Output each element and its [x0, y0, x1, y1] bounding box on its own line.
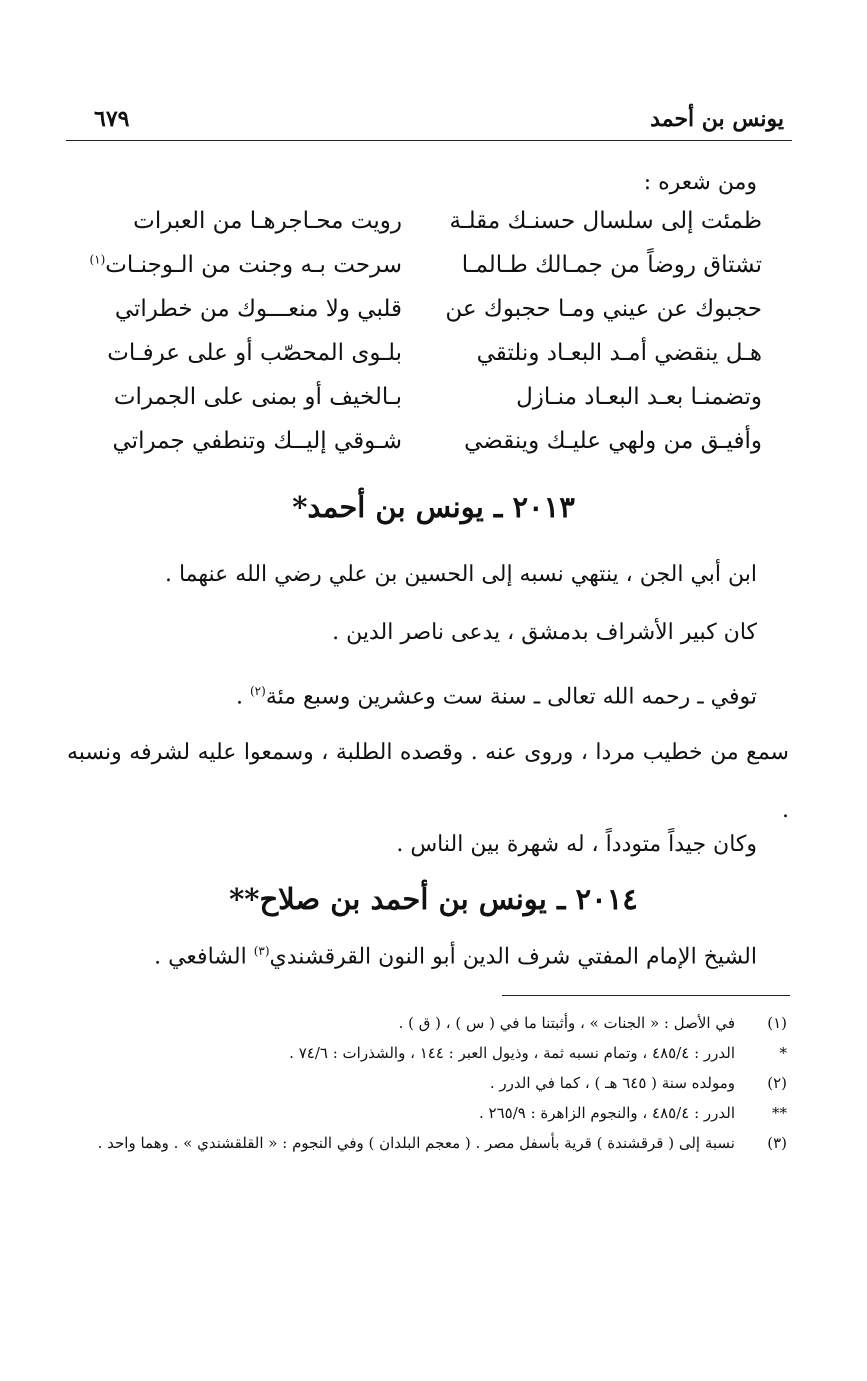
verse-first-hemistich: هـل ينقضي أمـد البعـاد ونلتقي: [476, 340, 762, 366]
entry-paragraph-text: توفي ـ رحمه الله تعالى ـ سنة ست وعشرين وسبع مئة: [265, 684, 757, 710]
footnote-rule: [502, 995, 790, 996]
entry-paragraph: وكان جيداً متودداً ، له شهرة بين الناس .: [396, 832, 757, 857]
footnote-text: الدرر : ٤٨٥/٤ ، والنجوم الزاهرة : ٢٦٥/٩ .: [478, 1104, 735, 1122]
footnote-text: ومولده سنة ( ٦٤٥ هـ ) ، كما في الدرر .: [489, 1074, 735, 1092]
footnote-mark: **: [772, 1104, 787, 1122]
page-header: [66, 106, 792, 138]
poem-intro: ومن شعره :: [643, 170, 757, 195]
footnote-ref: (١): [89, 252, 106, 267]
entry-heading-2013: ٢٠١٣ ـ يونس بن أحمد*: [292, 490, 575, 524]
footnote: [47, 1130, 787, 1156]
entry-paragraph: سمع من خطيب مردا ، وروى عنه . وقصده الطلبة ، وسمعوا عليه لشرفه ونسبه .: [67, 740, 789, 823]
footnote-mark: (٢): [767, 1074, 787, 1092]
entry-paragraph: ابن أبي الجن ، ينتهي نسبه إلى الحسين بن علي رضي الله عنهما .: [164, 562, 757, 587]
verse: [96, 340, 762, 384]
verse-first-hemistich: تشتاق روضاً من جمـالك طـالمـا: [461, 252, 762, 278]
running-title: يونس بن أحمد: [650, 106, 784, 132]
footnotes: [47, 1010, 787, 1160]
footnote-mark: (٣): [767, 1134, 787, 1152]
verse: [96, 428, 762, 472]
verse: [96, 296, 762, 340]
header-rule: [66, 140, 792, 141]
verse-second-hemistich: قلبي ولا منعـــوك من خطراتي: [114, 296, 402, 322]
entry-heading-2014: ٢٠١٤ ـ يونس بن أحمد بن صلاح**: [229, 882, 638, 916]
entry-paragraph-end: الشافعي .: [154, 944, 254, 970]
verse-second-hemistich: [89, 252, 402, 278]
footnote-ref: (٢): [249, 684, 266, 698]
verse-second-hemistich: بـالخيف أو بمنى على الجمرات: [113, 384, 402, 410]
verse: [89, 252, 762, 296]
page-number: ٦٧٩: [94, 106, 130, 132]
footnote-mark: *: [779, 1044, 787, 1062]
footnote: [47, 1010, 787, 1036]
entry-paragraph-end: .: [235, 684, 250, 710]
footnote-text: في الأصل : « الجنات » ، وأثبتنا ما في ( س ) ، ( ق ) .: [398, 1014, 735, 1032]
verse-second-hemistich: بلـوى المحصّب أو على عرفـات: [107, 340, 402, 366]
footnote: [47, 1070, 787, 1096]
verse-first-hemistich: وتضمنـا بعـد البعـاد منـازل: [516, 384, 762, 410]
footnote-mark: (١): [767, 1014, 787, 1032]
footnote: [47, 1100, 787, 1126]
entry-paragraph: كان كبير الأشراف بدمشق ، يدعى ناصر الدين .: [332, 620, 757, 645]
footnote-text: نسبة إلى ( قرقشندة ) قرية بأسفل مصر . ( معجم البلدان ) وفي النجوم : « القلقشندي » . وهما واحد .: [97, 1134, 735, 1152]
entry-paragraph: [67, 662, 757, 726]
verse-first-hemistich: وأفيـق من ولهي عليـك وينقضي: [464, 428, 762, 454]
verse-second-hemistich-text: سرحت بـه وجنت من الـوجنـات: [105, 252, 402, 278]
entry-paragraph-text: الشيخ الإمام المفتي شرف الدين أبو النون القرقشندي: [269, 944, 757, 970]
verse-first-hemistich: ظمئت إلى سلسال حسنـك مقلـة: [449, 208, 762, 234]
footnote-ref: (٣): [253, 944, 270, 958]
verse-first-hemistich: حجبوك عن عيني ومـا حجبوك عن: [445, 296, 762, 322]
verse-second-hemistich: شـوقي إليــك وتنطفي جمراتي: [112, 428, 402, 454]
entry-paragraph: [67, 922, 757, 986]
verse: [96, 208, 762, 252]
footnote: [47, 1040, 787, 1066]
poem: [89, 208, 762, 472]
verse-second-hemistich: رويت محـاجرهـا من العبرات: [133, 208, 402, 234]
verse: [96, 384, 762, 428]
footnote-text: الدرر : ٤٨٥/٤ ، وتمام نسبه ثمة ، وذيول العبر : ١٤٤ ، والشذرات : ٧٤/٦ .: [289, 1044, 735, 1062]
